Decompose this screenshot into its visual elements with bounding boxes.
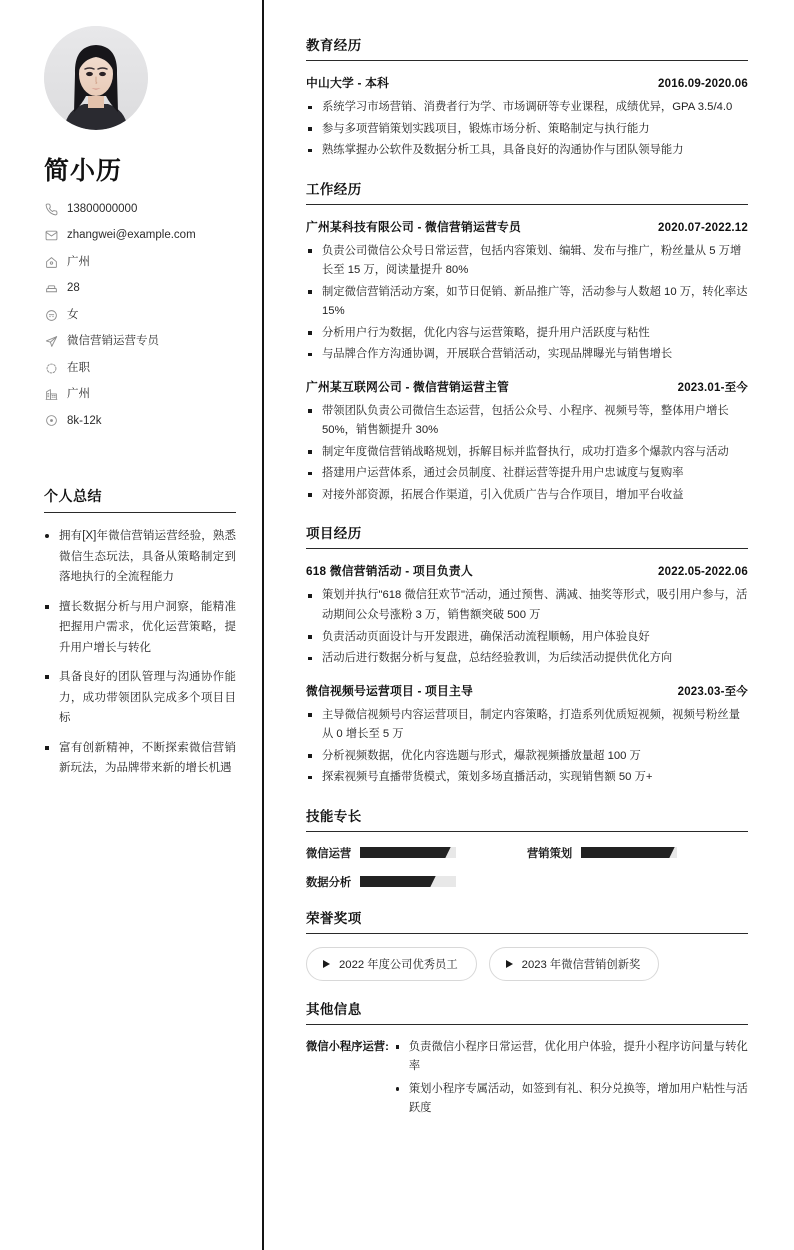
list-item: 擅长数据分析与用户洞察，能精准把握用户需求，优化运营策略，提升用户增长与转化	[44, 597, 236, 658]
list-item: 具备良好的团队管理与沟通协作能力，成功带领团队完成多个项目目标	[44, 667, 236, 728]
entry-header	[306, 74, 748, 91]
contact-value-email: zhangwei@example.com	[67, 229, 196, 242]
contact-value-status: 在职	[67, 361, 90, 374]
triangle-right-icon	[323, 960, 330, 968]
list-item: 制定年度微信营销战略规划，拆解目标并监督执行，成功打造多个爆款内容与活动	[306, 443, 748, 463]
work-entry	[306, 218, 748, 365]
contact-item-email	[44, 228, 236, 243]
entry-bullets	[306, 706, 748, 788]
list-item: 负责公司微信公众号日常运营，包括内容策划、编辑、发布与推广，粉丝量从 5 万增长至 15 万，阅读量提升 80%	[306, 242, 748, 281]
entry-header	[306, 378, 748, 395]
entry-date: 2023.03-至今	[677, 685, 748, 698]
award-badge	[306, 947, 477, 981]
entry-title: 广州某互联网公司 - 微信营销运营主管	[306, 379, 510, 394]
other-heading: 其他信息	[306, 998, 748, 1025]
award-label: 2023 年微信营销创新奖	[521, 958, 641, 971]
avatar	[44, 26, 148, 130]
list-item: 负责微信小程序日常运营，优化用户体验，提升小程序访问量与转化率	[393, 1038, 748, 1077]
projects-section	[306, 522, 748, 787]
contact-item-gender	[44, 308, 236, 323]
skills-section	[306, 805, 748, 890]
contact-value-age: 28	[67, 282, 80, 295]
page-title: 简小历	[44, 157, 123, 185]
project-entry	[306, 682, 748, 788]
list-item: 富有创新精神，不断探索微信营销新玩法，为品牌带来新的增长机遇	[44, 738, 236, 779]
envelope-icon	[44, 229, 58, 243]
project-entry	[306, 562, 748, 668]
contact-value-gender: 女	[67, 308, 79, 321]
entry-title: 618 微信营销活动 - 项目负责人	[306, 564, 473, 579]
list-item: 系统学习市场营销、消费者行为学、市场调研等专业课程，成绩优异，GPA 3.5/4.0	[306, 98, 748, 118]
award-badge	[489, 947, 660, 981]
skill-progress-fill	[360, 876, 427, 887]
salary-icon	[44, 414, 58, 428]
age-icon	[44, 282, 58, 296]
list-item: 主导微信视频号内容运营项目，制定内容策略，打造系列优质短视频，视频号粉丝量从 0 增长至 5 万	[306, 706, 748, 745]
other-row	[306, 1038, 748, 1122]
summary-heading: 个人总结	[44, 486, 236, 513]
education-section	[306, 34, 748, 161]
contact-info-list	[44, 202, 236, 428]
contact-item-status	[44, 361, 236, 376]
skill-row-wechat-operations	[306, 845, 527, 861]
education-heading: 教育经历	[306, 34, 748, 61]
paper-plane-icon	[44, 335, 58, 349]
entry-header	[306, 562, 748, 579]
sidebar	[0, 0, 264, 1250]
summary-list	[44, 526, 236, 778]
list-item: 活动后进行数据分析与复盘，总结经验教训，为后续活动提供优化方向	[306, 649, 748, 669]
skill-label: 微信运营	[306, 847, 352, 860]
list-item: 与品牌合作方沟通协调，开展联合营销活动，实现品牌曝光与销售增长	[306, 345, 748, 365]
skill-progress-fill	[360, 847, 442, 858]
list-item: 策划小程序专属活动，如签到有礼、积分兑换等，增加用户粘性与活跃度	[393, 1080, 748, 1119]
home-icon	[44, 255, 58, 269]
entry-date: 2020.07-2022.12	[658, 221, 748, 234]
contact-item-hometown	[44, 255, 236, 270]
entry-date: 2016.09-2020.06	[658, 78, 748, 90]
entry-header	[306, 218, 748, 235]
skill-label: 营销策划	[527, 847, 573, 860]
list-item: 分析用户行为数据，优化内容与运营策略，提升用户活跃度与粘性	[306, 324, 748, 344]
entry-title: 广州某科技有限公司 - 微信营销运营专员	[306, 219, 522, 234]
entry-bullets	[306, 402, 748, 506]
entry-date: 2022.05-2022.06	[658, 566, 748, 579]
skill-label: 数据分析	[306, 876, 352, 889]
main-content	[264, 0, 794, 1250]
contact-value-salary: 8k-12k	[67, 414, 102, 427]
list-item: 负责活动页面设计与开发跟进，确保活动流程顺畅，用户体验良好	[306, 628, 748, 648]
entry-title: 微信视频号运营项目 - 项目主导	[306, 683, 474, 698]
other-values	[393, 1038, 748, 1122]
list-item: 探索视频号直播带货模式，策划多场直播活动，实现销售额 50 万+	[306, 768, 748, 788]
awards-section	[306, 907, 748, 981]
list-item: 搭建用户运营体系，通过会员制度、社群运营等提升用户忠诚度与复购率	[306, 464, 748, 484]
skill-progress-track	[360, 847, 456, 858]
summary-section	[44, 486, 236, 778]
list-item: 策划并执行"618 微信狂欢节"活动，通过预售、满减、抽奖等形式，吸引用户参与，活动期间公众号涨粉 3 万，销售额突破 500 万	[306, 586, 748, 625]
contact-value-position: 微信营销运营专员	[67, 335, 159, 348]
other-section	[306, 998, 748, 1122]
contact-item-position	[44, 334, 236, 349]
entry-date: 2023.01-至今	[677, 381, 748, 394]
contact-item-city	[44, 387, 236, 402]
awards-row	[306, 947, 748, 981]
contact-item-salary	[44, 414, 236, 429]
entry-bullets	[306, 98, 748, 161]
skill-progress-fill	[581, 847, 665, 858]
skills-grid	[306, 845, 748, 890]
list-item: 参与多项营销策划实践项目，锻炼市场分析、策略制定与执行能力	[306, 120, 748, 140]
list-item: 分析视频数据，优化内容选题与形式，爆款视频播放量超 100 万	[306, 747, 748, 767]
contact-value-hometown: 广州	[67, 255, 90, 268]
triangle-right-icon	[506, 960, 513, 968]
work-entry	[306, 378, 748, 506]
other-key: 微信小程序运营:	[306, 1040, 389, 1053]
contact-value-city: 广州	[67, 388, 90, 401]
entry-title: 中山大学 - 本科	[306, 76, 390, 90]
contact-value-phone: 13800000000	[67, 203, 138, 215]
skill-row-marketing-planning	[527, 845, 748, 861]
award-label: 2022 年度公司优秀员工	[339, 958, 458, 971]
entry-header	[306, 682, 748, 699]
list-item: 带领团队负责公司微信生态运营，包括公众号、小程序、视频号等，整体用户增长 50%，销售额提升 30%	[306, 402, 748, 441]
contact-item-age	[44, 281, 236, 296]
phone-icon	[44, 202, 58, 216]
skill-progress-track	[360, 876, 456, 887]
city-icon	[44, 388, 58, 402]
skills-heading: 技能专长	[306, 805, 748, 832]
entry-bullets	[306, 586, 748, 668]
list-item: 制定微信营销活动方案，如节日促销、新品推广等，活动参与人数超 10 万，转化率达 15%	[306, 283, 748, 322]
list-item: 对接外部资源，拓展合作渠道，引入优质广告与合作项目，增加平台收益	[306, 486, 748, 506]
skill-progress-track	[581, 847, 677, 858]
projects-heading: 项目经历	[306, 522, 748, 549]
gender-icon	[44, 308, 58, 322]
work-section	[306, 178, 748, 506]
awards-heading: 荣誉奖项	[306, 907, 748, 934]
status-icon	[44, 361, 58, 375]
list-item: 熟练掌握办公软件及数据分析工具，具备良好的沟通协作与团队领导能力	[306, 141, 748, 161]
list-item: 拥有[X]年微信营销运营经验，熟悉微信生态玩法，具备从策略制定到落地执行的全流程能力	[44, 526, 236, 587]
contact-item-phone	[44, 202, 236, 217]
work-heading: 工作经历	[306, 178, 748, 205]
skill-row-data-analysis	[306, 874, 527, 890]
portrait-photo-icon	[44, 26, 148, 130]
entry-bullets	[306, 242, 748, 365]
education-entry	[306, 74, 748, 161]
